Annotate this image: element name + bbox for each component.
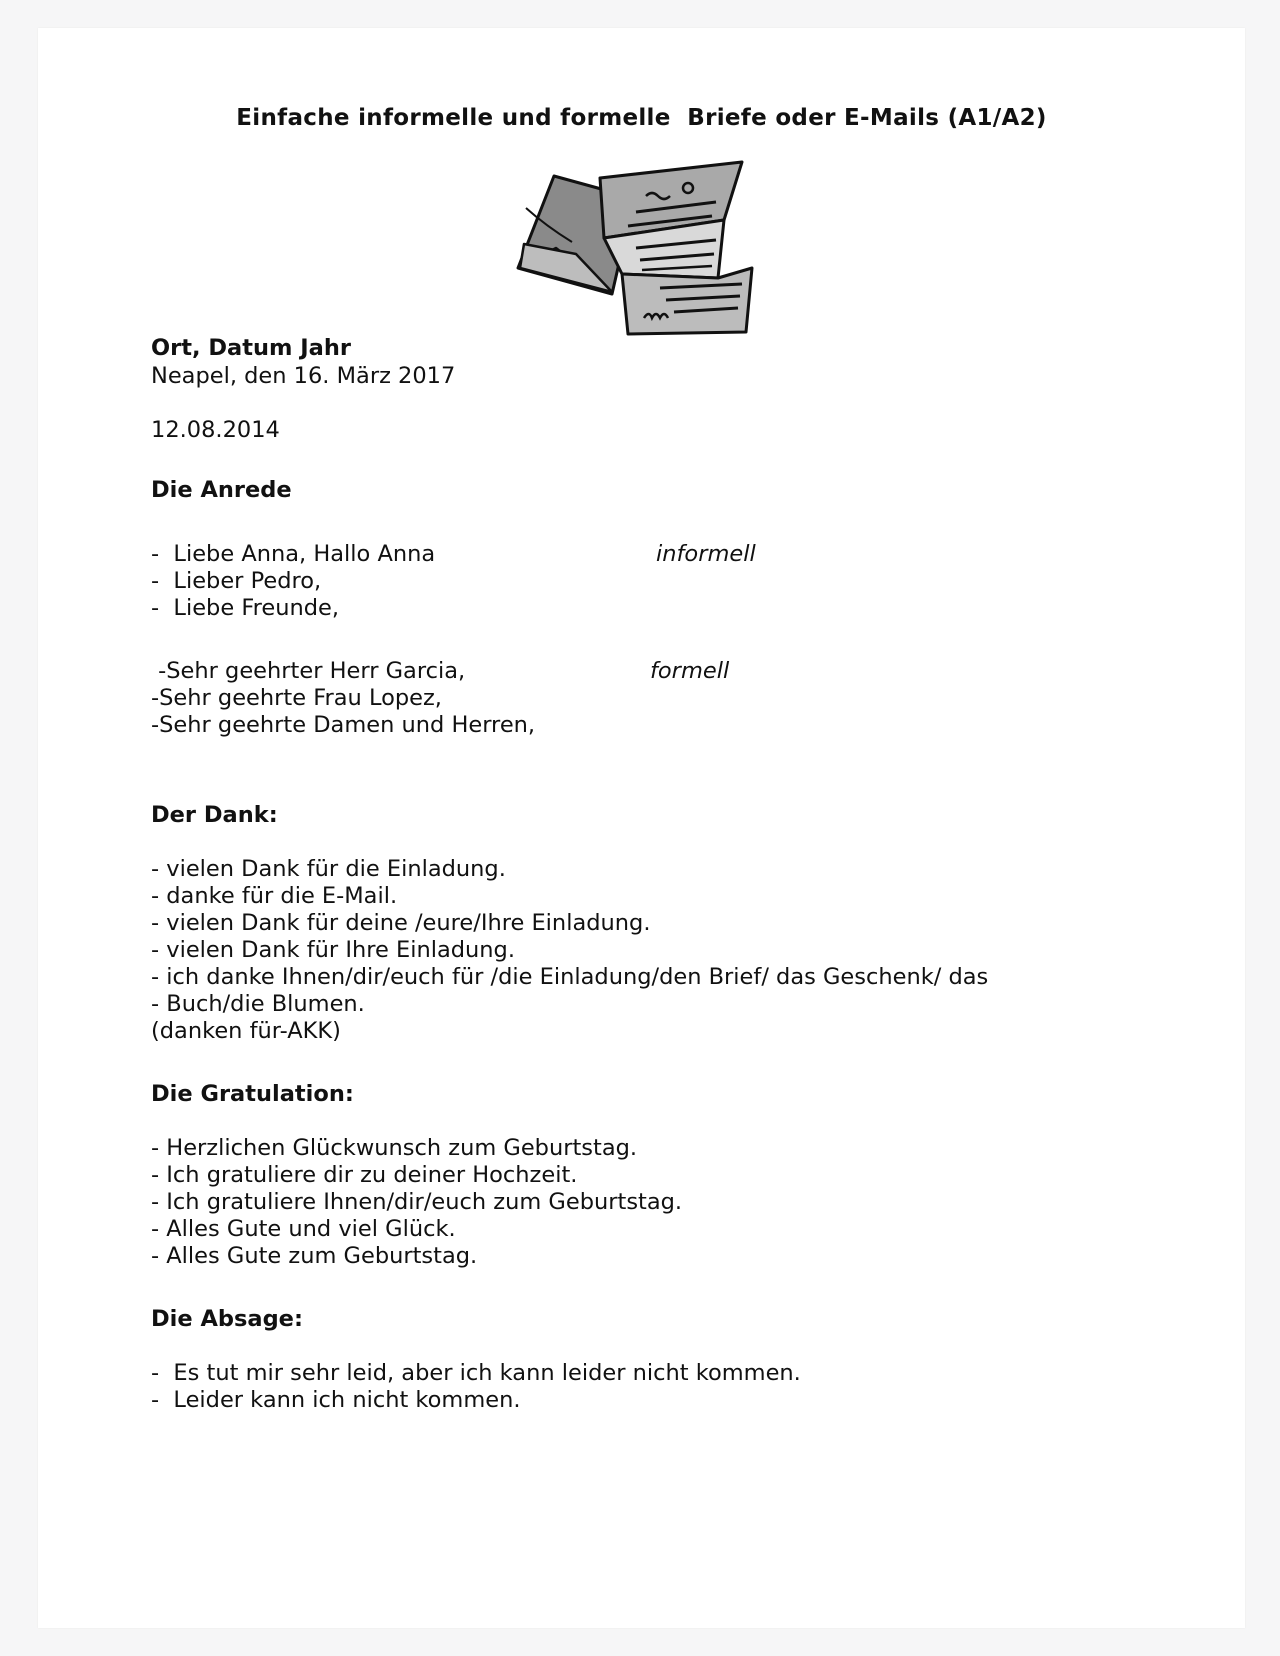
gratulation-heading: Die Gratulation: (151, 1081, 354, 1107)
list-item: - vielen Dank für deine /eure/Ihre Einladung. (151, 910, 651, 936)
place-date-heading: Ort, Datum Jahr (151, 335, 351, 361)
list-item: - Alles Gute und viel Glück. (151, 1216, 456, 1242)
informal-label: informell (656, 541, 756, 567)
list-item: -Sehr geehrte Frau Lopez, (151, 685, 442, 711)
list-item: - Buch/die Blumen. (151, 991, 365, 1017)
document-page (38, 28, 1245, 1628)
dank-heading: Der Dank: (151, 802, 278, 828)
list-item: - Es tut mir sehr leid, aber ich kann leider nicht kommen. (151, 1360, 801, 1386)
list-item: - Lieber Pedro, (151, 568, 322, 594)
formal-label: formell (650, 658, 730, 684)
list-item: - danke für die E-Mail. (151, 883, 398, 909)
list-item: - Liebe Anna, Hallo Anna (151, 541, 436, 567)
numeric-date: 12.08.2014 (151, 417, 280, 443)
list-item: -Sehr geehrter Herr Garcia, (151, 658, 466, 684)
list-item: - vielen Dank für die Einladung. (151, 856, 506, 882)
list-item: - Herzlichen Glückwunsch zum Geburtstag. (151, 1135, 638, 1161)
place-date-example: Neapel, den 16. März 2017 (151, 363, 456, 389)
list-item: - Liebe Freunde, (151, 595, 340, 621)
list-item: - Ich gratuliere dir zu deiner Hochzeit. (151, 1162, 578, 1188)
list-item: -Sehr geehrte Damen und Herren, (151, 712, 536, 738)
absage-heading: Die Absage: (151, 1306, 303, 1332)
letters-envelope-clipart-icon (516, 156, 766, 336)
list-item: (danken für-AKK) (151, 1018, 341, 1044)
anrede-heading: Die Anrede (151, 477, 292, 503)
document-title: Einfache informelle und formelle Briefe oder E-Mails (A1/A2) (236, 105, 1047, 131)
list-item: - Ich gratuliere Ihnen/dir/euch zum Geburtstag. (151, 1189, 683, 1215)
list-item: - vielen Dank für Ihre Einladung. (151, 937, 515, 963)
list-item: - Leider kann ich nicht kommen. (151, 1387, 521, 1413)
list-item: - Alles Gute zum Geburtstag. (151, 1243, 478, 1269)
list-item: - ich danke Ihnen/dir/euch für /die Einladung/den Brief/ das Geschenk/ das (151, 964, 989, 990)
